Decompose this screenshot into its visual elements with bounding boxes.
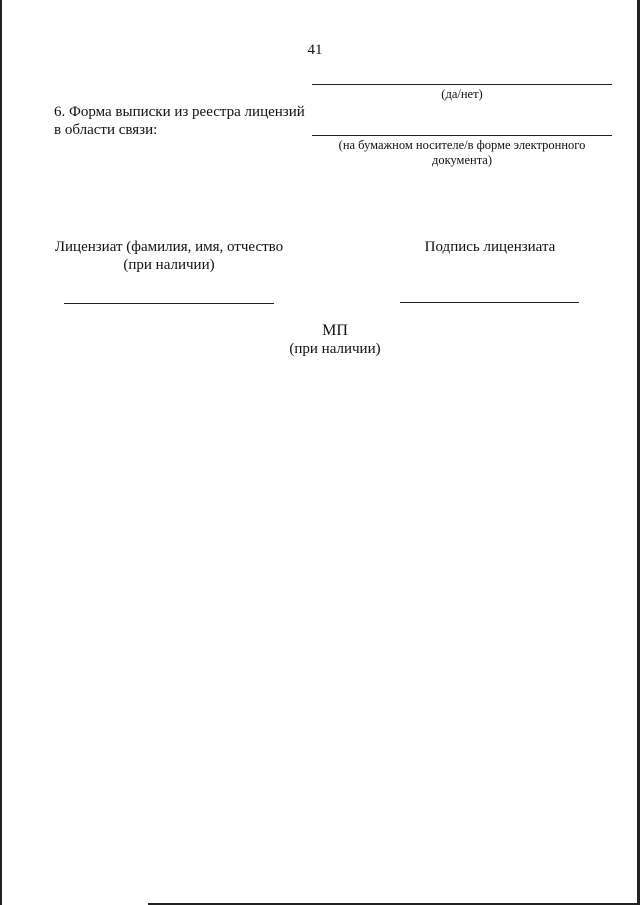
licensee-label-line1: Лицензиат (фамилия, имя, отчество [54,239,284,255]
page-border-left [0,0,2,905]
signature-label: Подпись лицензиата [424,239,556,255]
answer-hint: (да/нет) [441,87,483,101]
signature-line [400,302,579,303]
page-number: 41 [307,42,323,58]
licensee-name-line [64,303,274,304]
licensee-label-line2: (при наличии) [123,257,215,273]
item6-label-line1: 6. Форма выписки из реестра лицензий [54,104,305,120]
answer-line [312,84,612,85]
format-hint-line1: (на бумажном носителе/в форме электронного [338,138,586,152]
seal-label: МП [322,322,348,339]
format-hint-line2: документа) [431,153,493,167]
format-line [312,135,612,136]
item6-label-line2: в области связи: [54,122,158,138]
seal-note: (при наличии) [289,341,381,357]
